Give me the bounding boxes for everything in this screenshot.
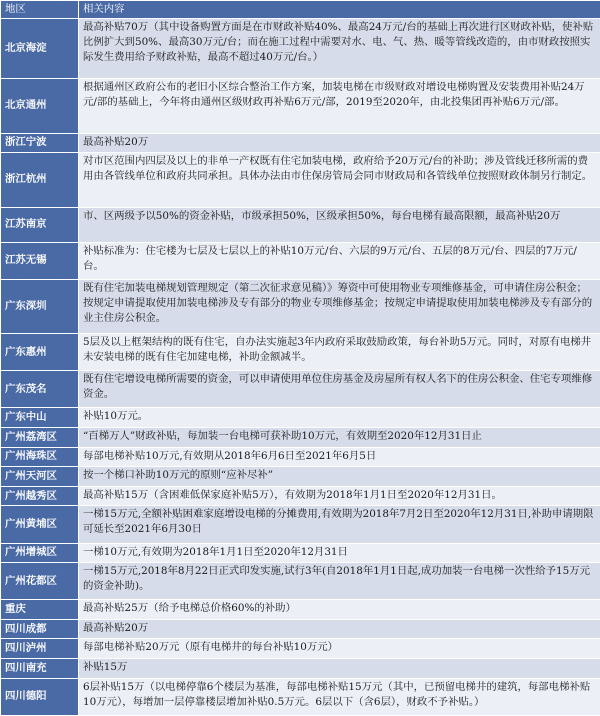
- table-row: [1, 619, 600, 639]
- region-cell: 广州荔湾区: [1, 427, 79, 447]
- table-row: [1, 678, 600, 715]
- content-cell: 既有住宅加装电梯规划管理规定（第二次征求意见稿）》筹资中可使用物业专项维修基金，可申请住房公积金；按规定申请提取使用加装电梯涉及专有部分的物业专项维修基金；按规定申请提取使用加装电梯涉及专有部分的业主住房公积金。: [79, 279, 600, 334]
- table-row: [1, 659, 600, 679]
- table-row: [1, 600, 600, 620]
- region-cell: 重庆: [1, 600, 79, 620]
- table-row: [1, 133, 600, 153]
- content-cell: 每部电梯补贴20万元（原有电梯井的每台补贴10万元）: [79, 639, 600, 659]
- region-cell: 四川泸州: [1, 639, 79, 659]
- table-row: [1, 242, 600, 279]
- region-cell: 广州越秀区: [1, 486, 79, 506]
- content-cell: 补贴10万元。: [79, 408, 600, 428]
- region-cell: 广东茂名: [1, 371, 79, 408]
- header-region: 地区: [1, 1, 79, 19]
- region-cell: 四川成都: [1, 619, 79, 639]
- content-cell: 一梯10万元,有效期为2018年1月1日至2020年12月31日: [79, 543, 600, 563]
- region-cell: 四川德阳: [1, 678, 79, 715]
- table-body: [1, 19, 600, 716]
- content-cell: 最高补贴25万（给予电梯总价格60%的补助）: [79, 600, 600, 620]
- table-row: [1, 427, 600, 447]
- table-row: [1, 486, 600, 506]
- content-cell: 市、区两级予以50%的资金补贴，市级承担50%，区级承担50%，每台电梯有最高限额，最高补贴20万: [79, 207, 600, 242]
- table-row: [1, 408, 600, 428]
- region-cell: 北京海淀: [1, 19, 79, 79]
- region-cell: 广州天河区: [1, 467, 79, 487]
- region-cell: 广州黄埔区: [1, 506, 79, 543]
- table-row: [1, 371, 600, 408]
- region-cell: 广州增城区: [1, 543, 79, 563]
- region-cell: 广州花都区: [1, 563, 79, 600]
- table-row: [1, 447, 600, 467]
- table-row: [1, 334, 600, 371]
- table-row: [1, 543, 600, 563]
- table-row: [1, 19, 600, 79]
- region-cell: 江苏无锡: [1, 242, 79, 279]
- content-cell: 一梯15万元,全额补贴困难家庭增设电梯的分摊费用,有效期为2018年7月2日至2020年12月31日,补助申请期限可延长至2021年6月30日: [79, 506, 600, 543]
- content-cell: 最高补贴15万（含困难低保家庭补贴5万），有效期为2018年1月1日至2020年12月31日。: [79, 486, 600, 506]
- content-cell: 最高补贴20万: [79, 133, 600, 153]
- content-cell: 补贴标准为：住宅楼为七层及七层以上的补贴10万元/台、六层的9万元/台、五层的8万元/台、四层的7万元/台。: [79, 242, 600, 279]
- content-cell: 根据通州区政府公布的老旧小区综合整治工作方案，加装电梯在市级财政对增设电梯购置及安装费用补贴24万元/部的基础上，今年将由通州区级财政再补贴6万元/部，2019至2020年，由北投集团再补贴6万元/部。: [79, 78, 600, 133]
- table-row: [1, 207, 600, 242]
- table-row: [1, 153, 600, 208]
- header-content: 相关内容: [79, 1, 600, 19]
- region-cell: 江苏南京: [1, 207, 79, 242]
- region-cell: 北京通州: [1, 78, 79, 133]
- content-cell: 对市区范围内四层及以上的非单一产权既有住宅加装电梯，政府给予20万元/台的补助；涉及管线迁移所需的费用由各管线单位和政府共同承担。具体办法由市住保房管局会同市财政局和各管线单位按照财政体制另行制定。: [79, 153, 600, 208]
- region-cell: 广东深圳: [1, 279, 79, 334]
- content-cell: 最高补贴70万（其中设备购置方面是在市财政补贴40%、最高24万元/台的基础上再次进行区财政补贴，使补贴比例扩大到50%、最高30万元/台；而在施工过程中需要对水、电、气、热、暖等管线改造的，由市财政按照实际发生费用给予财政补贴，最高不超过40万元/台。）: [79, 19, 600, 79]
- region-cell: 浙江杭州: [1, 153, 79, 208]
- header-row: [1, 1, 600, 19]
- content-cell: 既有住宅增设电梯所需要的资金，可以申请使用单位住房基金及房屋所有权人名下的住房公积金、住宅专项维修资金。: [79, 371, 600, 408]
- content-cell: 一梯15万元,2018年8月22日正式印发实施,试行3年(自2018年1月1日起,成功加装一台电梯一次性给予15万元的资金补助)。: [79, 563, 600, 600]
- region-cell: 广东惠州: [1, 334, 79, 371]
- table-row: [1, 639, 600, 659]
- region-cell: 四川南充: [1, 659, 79, 679]
- region-cell: 浙江宁波: [1, 133, 79, 153]
- content-cell: 按一个梯口补助10万元的原则“应补尽补”: [79, 467, 600, 487]
- region-cell: 广东中山: [1, 408, 79, 428]
- content-cell: 5层及以上框架结构的既有住宅，自办法实施起3年内政府采取鼓励政策，每台补助5万元。同时，对原有电梯井未安装电梯的既有住宅加建电梯，补助金额减半。: [79, 334, 600, 371]
- region-cell: 广州海珠区: [1, 447, 79, 467]
- content-cell: 6层补贴15万（以电梯停靠6个楼层为基准，每部电梯补贴15万元（其中，已预留电梯井的建筑，每部电梯补贴10万元），每增加一层停靠楼层增加补贴0.5万元。6层以下（含6层），财政不予补贴。）: [79, 678, 600, 715]
- table-row: [1, 563, 600, 600]
- content-cell: 补贴15万: [79, 659, 600, 679]
- content-cell: 每部电梯补贴10万元,有效期从2018年6月6日至2021年6月5日: [79, 447, 600, 467]
- content-cell: “百梯万人”财政补贴，每加装一台电梯可获补助10万元，有效期至2020年12月31日止: [79, 427, 600, 447]
- table-row: [1, 78, 600, 133]
- table-row: [1, 506, 600, 543]
- content-cell: 最高补贴20万: [79, 619, 600, 639]
- table-row: [1, 279, 600, 334]
- table-row: [1, 467, 600, 487]
